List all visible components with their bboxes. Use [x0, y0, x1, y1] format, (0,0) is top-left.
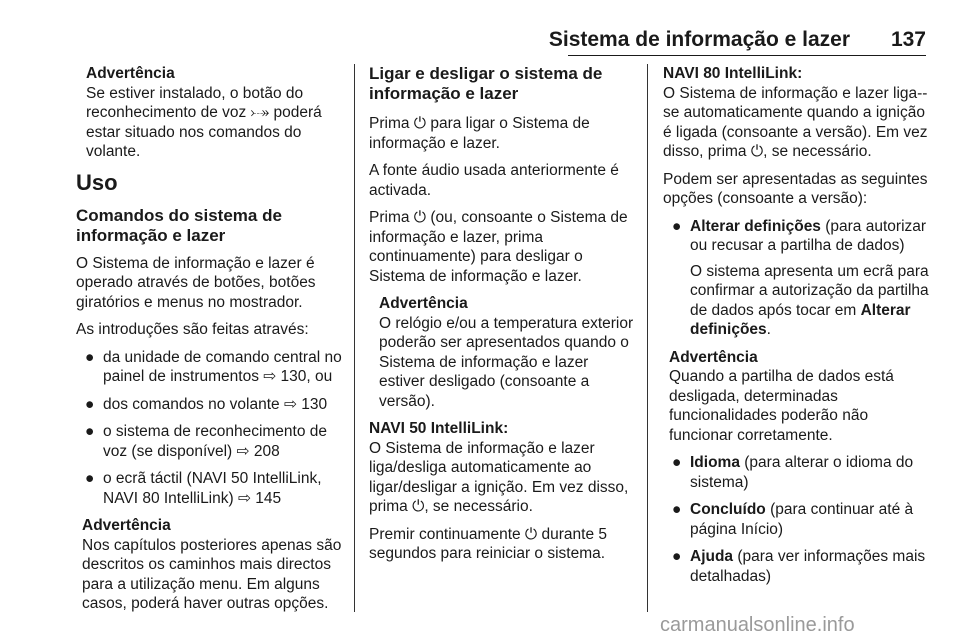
list-item — [663, 453, 931, 492]
navi80-label: NAVI 80 IntelliLink: — [663, 65, 803, 82]
bullet-icon: ● — [672, 454, 682, 471]
bullet-icon: ● — [85, 423, 95, 440]
option-name: Alterar definições — [690, 217, 821, 235]
list-item — [76, 422, 344, 461]
note-block — [76, 516, 344, 614]
options-list — [663, 217, 931, 340]
note-title: Advertência — [379, 295, 468, 312]
list-item — [76, 469, 344, 508]
option-desc: (para ver informações mais detalhadas) — [690, 548, 926, 585]
note-title: Advertência — [82, 517, 171, 534]
paragraph: Premir continuamente ⏻ durante 5 segundos para reiniciar o sistema. — [369, 525, 607, 562]
paragraph — [369, 419, 635, 517]
option-desc: (para alterar o idioma do sistema) — [690, 454, 914, 491]
list-item-text: o ecrã táctil (NAVI 50 IntelliLink, NAVI 80 IntelliLink) ⇨ 145 — [103, 470, 322, 507]
option-name: Ajuda — [690, 548, 734, 565]
note-text: Nos capítulos posteriores apenas são descritos os caminhos mais directos para a utilização menu. Em alguns casos, poderá haver outras opções. — [82, 536, 342, 612]
option-detail-end: . — [766, 321, 771, 338]
paragraph: As introduções são feitas através: — [76, 321, 309, 338]
option-desc: (para autorizar ou recusar a partilha de dados) — [690, 217, 927, 254]
paragraph: Podem ser apresentadas as seguintes opções (consoante a versão): — [663, 170, 928, 207]
header-title: Sistema de informação e lazer — [548, 28, 850, 51]
list-item — [663, 547, 931, 586]
note-text: Quando a partilha de dados está desligada, determinadas funcionalidades poderão não funcionar corretamente. — [669, 368, 894, 444]
note-title: Advertência — [669, 348, 758, 366]
section-title: Uso — [76, 169, 118, 195]
watermark: carmanualsonline.info — [660, 614, 855, 636]
column-3 — [663, 64, 931, 594]
navi80-text: O Sistema de informação e lazer liga--se automaticamente quando a ignição é ligada (consoante a versão). Em vez disso, prima ⏻, se necessário. — [663, 84, 928, 160]
column-2 — [369, 64, 635, 572]
option-detail — [690, 262, 931, 340]
paragraph — [663, 64, 931, 162]
list-item-text: da unidade de comando central no painel de instrumentos ⇨ 130, ou — [103, 348, 342, 385]
list-item — [76, 395, 344, 415]
note-text: O relógio e/ou a temperatura exterior poderão ser apresentados quando o Sistema de informação e lazer estiver desligado (consoante a versão). — [379, 314, 634, 410]
column-divider-2 — [647, 64, 648, 612]
bullet-icon: ● — [85, 395, 95, 413]
column-1 — [76, 64, 344, 622]
option-desc: (para continuar até à página Início) — [690, 501, 914, 538]
navi50-text: O Sistema de informação e lazer liga/desliga automaticamente ao ligar/desligar a ignição. Em vez disso, prima ⏻, se necessário. — [369, 439, 629, 515]
bullet-icon: ● — [85, 470, 95, 487]
header-rule — [568, 55, 926, 56]
bullet-icon: ● — [672, 217, 682, 235]
paragraph: A fonte áudio usada anteriormente é activada. — [369, 162, 619, 199]
paragraph: Prima ⏻ para ligar o Sistema de informação e lazer. — [369, 115, 590, 152]
option-detail-text: O sistema apresenta um ecrã para confirmar a autorização da partilha de dados após tocar em — [690, 262, 929, 319]
paragraph: Prima ⏻ (ou, consoante o Sistema de informação e lazer, prima continuamente) para desligar o Sistema de informação e lazer. — [369, 209, 628, 285]
note-block — [663, 348, 931, 446]
note-title: Advertência — [86, 65, 175, 82]
note-block — [369, 294, 635, 411]
note-block — [76, 64, 344, 162]
input-methods-list — [76, 348, 344, 509]
options-list — [663, 453, 931, 586]
note-text: Se estiver instalado, o botão do reconhecimento de voz ⤐ poderá estar situado nos comandos do volante. — [86, 84, 322, 160]
bullet-icon: ● — [672, 548, 682, 565]
list-item-text: dos comandos no volante ⇨ 130 — [103, 395, 328, 413]
option-detail-bold: Alterar definições — [690, 301, 911, 338]
option-name: Idioma — [690, 454, 740, 471]
list-item — [663, 500, 931, 539]
column-divider-1 — [354, 64, 355, 612]
page-number: 137 — [890, 28, 926, 51]
option-name: Concluído — [690, 501, 766, 518]
bullet-icon: ● — [85, 348, 95, 366]
bullet-icon: ● — [672, 501, 682, 518]
subsection-title: Ligar e desligar o sistema de informação e lazer — [369, 64, 603, 103]
list-item — [76, 348, 344, 387]
list-item — [663, 217, 931, 340]
list-item-text: o sistema de reconhecimento de voz (se disponível) ⇨ 208 — [103, 423, 328, 460]
paragraph: O Sistema de informação e lazer é operado através de botões, botões giratórios e menus no mostrador. — [76, 254, 316, 311]
subsection-title: Comandos do sistema de informação e lazer — [76, 205, 282, 245]
navi50-label: NAVI 50 IntelliLink: — [369, 420, 509, 437]
